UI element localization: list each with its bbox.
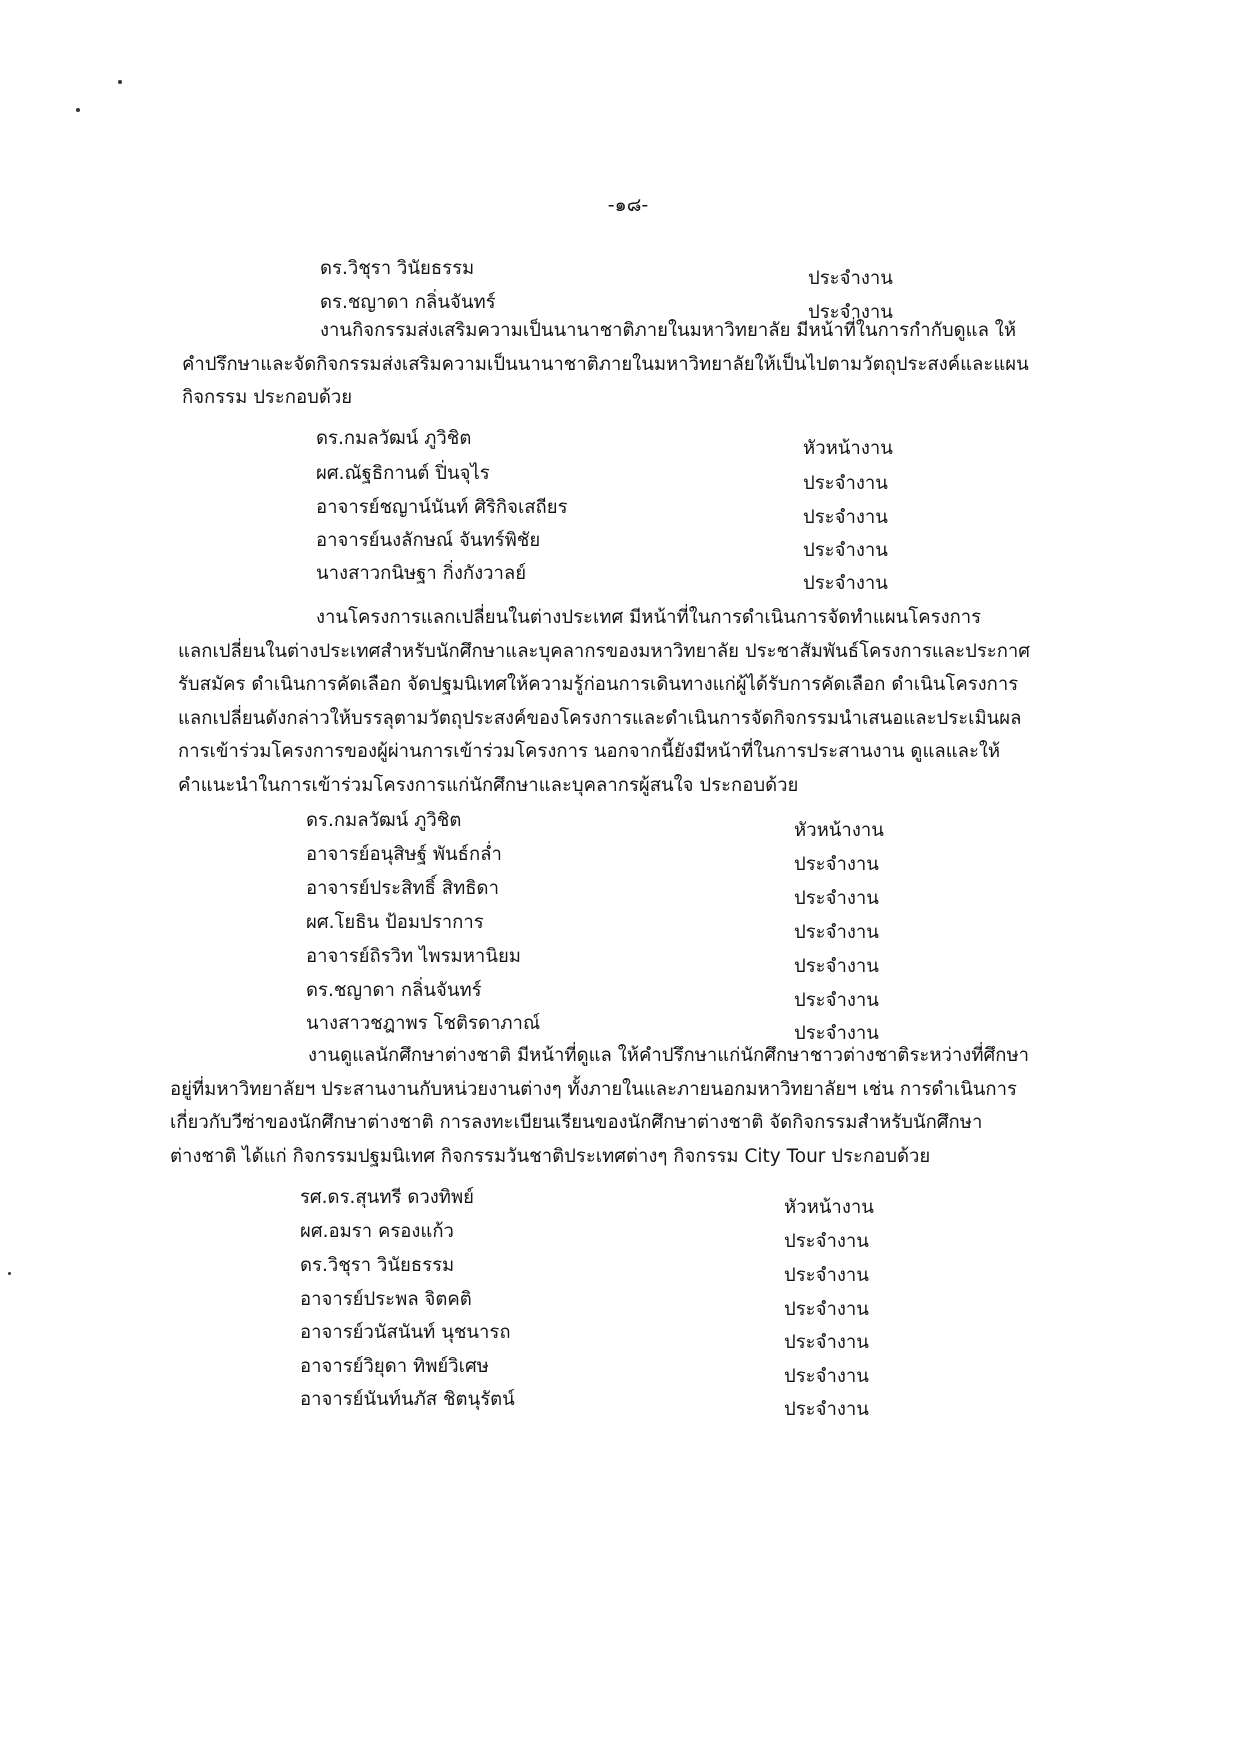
paragraph-line: ต่างชาติ ได้แก่ กิจกรรมปฐมนิเทศ กิจกรรมวันชาติประเทศต่างๆ กิจกรรม City Tour ประกอบด้วย <box>170 1145 931 1167</box>
member-role: ประจำงาน <box>794 1023 879 1044</box>
member-name: อาจารย์อนุสิษฐ์ พันธ์กล่ำ <box>306 844 502 865</box>
section-description <box>182 314 1029 415</box>
scan-speck <box>76 108 80 112</box>
scan-speck <box>118 80 122 84</box>
member-name: ดร.กมลวัฒน์ ภูวิชิต <box>316 428 472 449</box>
page-number-text: -๑๘- <box>607 194 649 216</box>
member-role: ประจำงาน <box>803 473 888 494</box>
member-role: หัวหน้างาน <box>784 1197 874 1218</box>
member-role: ประจำงาน <box>784 1231 869 1252</box>
paragraph-line: กิจกรรม ประกอบด้วย <box>182 387 353 408</box>
member-name: ดร.ชญาดา กลิ่นจันทร์ <box>320 292 496 313</box>
member-name: ดร.วิชุรา วินัยธรรม <box>300 1255 455 1276</box>
paragraph-line: เกี่ยวกับวีซ่าของนักศึกษาต่างชาติ การลงทะเบียนเรียนของนักศึกษาต่างชาติ จัดกิจกรรมสำหรับนักศึกษา <box>170 1112 983 1133</box>
member-name: อาจารย์วนัสนันท์ นุชนารถ <box>300 1322 511 1343</box>
member-name: ผศ.อมรา ครองแก้ว <box>300 1221 454 1242</box>
member-name: อาจารย์ถิรวิท ไพรมหานิยม <box>306 946 521 967</box>
member-role: ประจำงาน <box>803 540 888 561</box>
member-name: อาจารย์นันท์นภัส ชิตนุรัตน์ <box>300 1389 515 1410</box>
member-name: ผศ.ณัฐธิกานต์ ปิ่นจุไร <box>316 463 490 484</box>
member-role: ประจำงาน <box>794 956 879 977</box>
member-name: นางสาวชฎาพร โชติรดาภาณ์ <box>306 1013 541 1034</box>
member-name: รศ.ดร.สุนทรี ดวงทิพย์ <box>300 1187 475 1208</box>
paragraph-line: แลกเปลี่ยนในต่างประเทศสำหรับนักศึกษาและบุคลากรของมหาวิทยาลัย ประชาสัมพันธ์โครงการและประกาศ <box>178 640 1031 662</box>
member-name: อาจารย์นงลักษณ์ จันทร์พิชัย <box>316 530 541 551</box>
member-role: ประจำงาน <box>784 1366 869 1387</box>
paragraph-line: รับสมัคร ดำเนินการคัดเลือก จัดปฐมนิเทศให้ความรู้ก่อนการเดินทางแก่ผู้ได้รับการคัดเลือก ดำเนินโครงการ <box>178 674 1019 695</box>
member-role: ประจำงาน <box>794 990 879 1011</box>
member-name: ดร.วิชุรา วินัยธรรม <box>320 258 475 279</box>
member-role: ประจำงาน <box>784 1299 869 1320</box>
member-role: ประจำงาน <box>808 302 893 323</box>
scan-speck <box>8 1272 11 1275</box>
member-role: หัวหน้างาน <box>794 820 884 841</box>
member-name: อาจารย์ประสิทธิ์ สิทธิดา <box>306 878 499 899</box>
paragraph-line: อยู่ที่มหาวิทยาลัยฯ ประสานงานกับหน่วยงานต่างๆ ทั้งภายในและภายนอกมหาวิทยาลัยฯ เช่น การดำเนินการ <box>170 1078 1017 1100</box>
member-name: อาจารย์วิยุดา ทิพย์วิเศษ <box>300 1356 489 1377</box>
member-role: ประจำงาน <box>803 507 888 528</box>
paragraph-line: งานดูแลนักศึกษาต่างชาติ มีหน้าที่ดูแล ให้คำปรึกษาแก่นักศึกษาชาวต่างชาติระหว่างที่ศึกษา <box>308 1045 1030 1066</box>
member-role: ประจำงาน <box>794 922 879 943</box>
paragraph-line: คำปรึกษาและจัดกิจกรรมส่งเสริมความเป็นนานาชาติภายในมหาวิทยาลัยให้เป็นไปตามวัตถุประสงค์และแผน <box>182 353 1029 375</box>
paragraph-line: การเข้าร่วมโครงการของผู้ผ่านการเข้าร่วมโครงการ นอกจากนี้ยังมีหน้าที่ในการประสานงาน ดูแลและให้ <box>178 741 1001 762</box>
member-role: ประจำงาน <box>808 268 893 289</box>
paragraph-line: คำแนะนำในการเข้าร่วมโครงการแก่นักศึกษาและบุคลากรผู้สนใจ ประกอบด้วย <box>178 774 799 796</box>
member-role: ประจำงาน <box>784 1265 869 1286</box>
member-name: ดร.ชญาดา กลิ่นจันทร์ <box>306 980 482 1001</box>
member-name: ผศ.โยธิน ป้อมปราการ <box>306 912 484 933</box>
member-role: ประจำงาน <box>794 854 879 875</box>
section-description <box>178 601 1030 802</box>
member-name: ดร.กมลวัฒน์ ภูวิชิต <box>306 810 462 831</box>
member-role: ประจำงาน <box>794 888 879 909</box>
member-role: หัวหน้างาน <box>803 438 893 459</box>
member-role: ประจำงาน <box>784 1332 869 1353</box>
section-description <box>170 1039 1029 1173</box>
paragraph-line: แลกเปลี่ยนดังกล่าวให้บรรลุตามวัตถุประสงค์ของโครงการและดำเนินการจัดกิจกรรมนำเสนอและประเมินผล <box>178 707 1022 729</box>
paragraph-line: งานกิจกรรมส่งเสริมความเป็นนานาชาติภายในมหาวิทยาลัย มีหน้าที่ในการกำกับดูแล ให้ <box>320 320 1017 341</box>
member-name: อาจารย์ชญาน์นันท์ ศิริกิจเสถียร <box>316 497 568 518</box>
member-name: อาจารย์ประพล จิตคติ <box>300 1289 472 1310</box>
paragraph-line: งานโครงการแลกเปลี่ยนในต่างประเทศ มีหน้าที่ในการดำเนินการจัดทำแผนโครงการ <box>316 607 982 628</box>
page-number <box>0 190 1236 220</box>
member-role: ประจำงาน <box>803 573 888 594</box>
member-name: นางสาวกนิษฐา กิ่งกังวาลย์ <box>316 563 527 584</box>
member-role: ประจำงาน <box>784 1399 869 1420</box>
